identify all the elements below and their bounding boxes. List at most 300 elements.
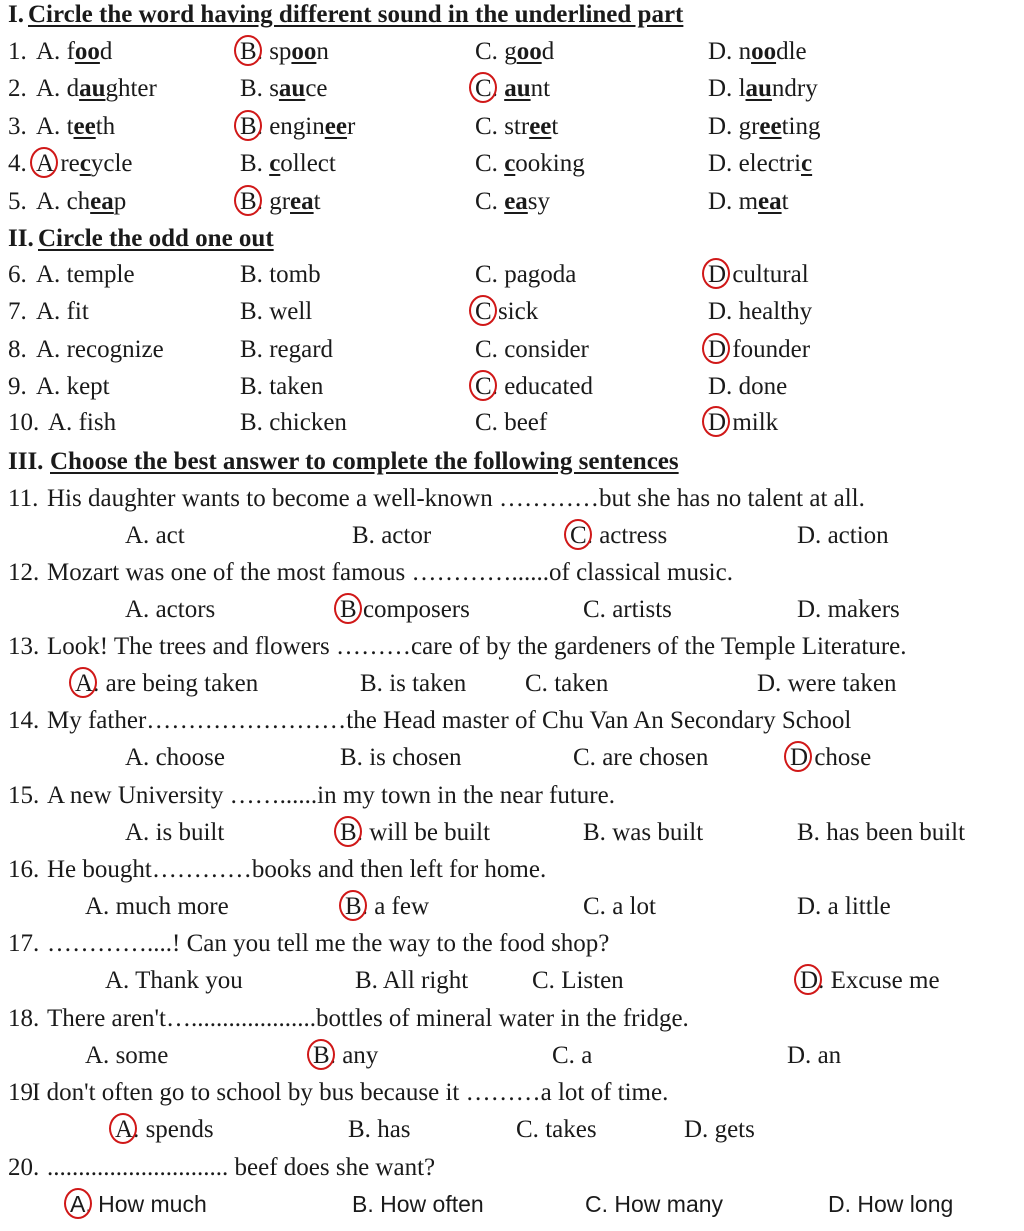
answer-option[interactable] bbox=[475, 33, 554, 70]
underlined-sound: ee bbox=[529, 113, 552, 140]
option-text: Listen bbox=[561, 967, 624, 994]
question-number: 18. bbox=[8, 1005, 40, 1032]
answer-option[interactable] bbox=[36, 108, 115, 145]
question-number: 10. bbox=[8, 409, 40, 436]
option-text: was built bbox=[612, 819, 704, 846]
answer-option[interactable] bbox=[36, 70, 157, 107]
option-text: action bbox=[827, 522, 889, 549]
answer-letter-circled: B. bbox=[240, 183, 263, 220]
answer-option[interactable] bbox=[85, 888, 229, 925]
answer-options-row bbox=[0, 1037, 1024, 1074]
option-word-part: sp bbox=[269, 38, 292, 65]
answer-option[interactable] bbox=[475, 70, 550, 107]
answer-letter: C. bbox=[475, 409, 498, 436]
question-stem: Look! The trees and flowers ………care of by the gardeners of the Temple Literature. bbox=[47, 633, 907, 660]
option-text: done bbox=[738, 373, 788, 400]
question-stem: A new University ……......in my town in the near future. bbox=[47, 782, 615, 809]
answer-option[interactable] bbox=[797, 517, 889, 554]
answer-option[interactable] bbox=[240, 256, 321, 293]
answer-option[interactable] bbox=[787, 1037, 841, 1074]
option-text: milk bbox=[732, 409, 779, 436]
question-row bbox=[0, 70, 1024, 107]
answer-letter: B. bbox=[240, 409, 263, 436]
answer-letter: C. bbox=[552, 1042, 575, 1069]
option-text: composers bbox=[362, 596, 470, 623]
option-text: temple bbox=[66, 261, 135, 288]
answer-letter-circled: D bbox=[708, 331, 726, 368]
answer-letter-circled: D. bbox=[800, 962, 824, 999]
question-stem-row bbox=[0, 480, 1024, 517]
answer-letter: D. bbox=[708, 298, 733, 325]
option-text: gets bbox=[714, 1116, 755, 1143]
answer-letter: C. bbox=[583, 893, 606, 920]
answer-letter-circled: A. bbox=[70, 1186, 92, 1223]
option-word-part: p bbox=[113, 188, 127, 215]
answer-letter-circled: D bbox=[708, 404, 726, 441]
answer-letter: A. bbox=[85, 1042, 110, 1069]
answer-letter-circled: C bbox=[475, 293, 492, 330]
answer-circle-mark bbox=[702, 258, 730, 289]
option-text: founder bbox=[732, 336, 811, 363]
answer-letter: B. bbox=[355, 967, 378, 994]
question-stem-row bbox=[0, 777, 1024, 814]
question-stem: His daughter wants to become a well-known …………but she has no talent at all. bbox=[47, 485, 865, 512]
answer-option[interactable] bbox=[475, 183, 550, 220]
answer-circle-mark bbox=[469, 370, 497, 401]
question-stem: Mozart was one of the most famous …………......of classical music. bbox=[47, 559, 733, 586]
answer-letter: A. bbox=[105, 967, 130, 994]
option-word-part: d bbox=[99, 38, 113, 65]
option-word-part: ndry bbox=[771, 75, 818, 102]
answer-letter: D. bbox=[708, 75, 733, 102]
option-word-part: str bbox=[504, 113, 530, 140]
option-text: educated bbox=[504, 373, 594, 400]
underlined-sound: c bbox=[801, 150, 813, 177]
option-text: choose bbox=[155, 744, 225, 771]
answer-letter: A. bbox=[36, 261, 61, 288]
option-word-part: m bbox=[738, 188, 759, 215]
answer-letter: D. bbox=[797, 893, 822, 920]
answer-letter: A. bbox=[36, 38, 61, 65]
answer-option[interactable] bbox=[240, 145, 336, 182]
option-text: How many bbox=[614, 1191, 724, 1217]
answer-letter-circled: B. bbox=[313, 1037, 336, 1074]
question-stem-row bbox=[0, 628, 1024, 665]
answer-options-row bbox=[0, 814, 1024, 851]
answer-option[interactable] bbox=[797, 888, 891, 925]
answer-letter: B. bbox=[352, 1191, 374, 1217]
answer-options-row bbox=[0, 517, 1024, 554]
answer-letter: A. bbox=[125, 596, 150, 623]
answer-option[interactable] bbox=[36, 183, 126, 220]
answer-letter-circled: A. bbox=[115, 1111, 139, 1148]
answer-letter: C. bbox=[475, 150, 498, 177]
question-number: 15. bbox=[8, 782, 40, 809]
question-number: 4. bbox=[8, 150, 27, 177]
section-roman: II. bbox=[8, 225, 34, 252]
answer-option[interactable] bbox=[105, 962, 243, 999]
question-stem: ............................. beef does she want? bbox=[47, 1154, 436, 1181]
answer-option[interactable] bbox=[790, 739, 871, 776]
answer-option[interactable] bbox=[36, 256, 135, 293]
option-text: makers bbox=[827, 596, 900, 623]
option-text: much more bbox=[115, 893, 229, 920]
answer-option[interactable] bbox=[75, 665, 258, 702]
answer-circle-mark bbox=[109, 1113, 137, 1144]
answer-options-row bbox=[0, 591, 1024, 628]
answer-letter: C. bbox=[475, 188, 498, 215]
underlined-sound: ee bbox=[73, 113, 96, 140]
answer-letter: B. bbox=[240, 373, 263, 400]
answer-option[interactable] bbox=[708, 145, 812, 182]
option-text: will be built bbox=[369, 819, 491, 846]
underlined-sound: ea bbox=[758, 188, 782, 215]
answer-option[interactable] bbox=[355, 962, 468, 999]
answer-option[interactable] bbox=[240, 293, 312, 330]
question-number: 20. bbox=[8, 1154, 40, 1181]
answer-option[interactable] bbox=[352, 517, 431, 554]
answer-options-row bbox=[0, 888, 1024, 925]
answer-letter: A. bbox=[125, 744, 150, 771]
answer-option[interactable] bbox=[585, 1186, 723, 1223]
answer-option[interactable] bbox=[240, 33, 329, 70]
answer-option[interactable] bbox=[475, 293, 538, 330]
question-stem: My father……………………the Head master of Chu Van An Secondary School bbox=[47, 707, 852, 734]
answer-option[interactable] bbox=[348, 1111, 411, 1148]
answer-option[interactable] bbox=[800, 962, 940, 999]
answer-letter: A. bbox=[36, 75, 61, 102]
answer-letter: B. bbox=[360, 670, 383, 697]
option-text: takes bbox=[545, 1116, 597, 1143]
answer-letter: C. bbox=[585, 1191, 608, 1217]
answer-option[interactable] bbox=[532, 962, 624, 999]
answer-option[interactable] bbox=[475, 368, 593, 405]
answer-option[interactable] bbox=[340, 814, 490, 851]
answer-letter: C. bbox=[475, 113, 498, 140]
answer-option[interactable] bbox=[708, 183, 789, 220]
option-word-part: t bbox=[66, 113, 74, 140]
question-stem-row bbox=[0, 925, 1024, 962]
answer-option[interactable] bbox=[708, 70, 818, 107]
answer-letter: C. bbox=[475, 261, 498, 288]
question-number: 19. bbox=[8, 1079, 40, 1106]
section-heading bbox=[0, 220, 1024, 257]
answer-option[interactable] bbox=[552, 1037, 592, 1074]
underlined-sound: ea bbox=[290, 188, 314, 215]
answer-letter: D. bbox=[757, 670, 782, 697]
answer-option[interactable] bbox=[708, 33, 807, 70]
underlined-sound: oo bbox=[74, 38, 100, 65]
answer-circle-mark bbox=[334, 593, 362, 624]
option-text: tomb bbox=[269, 261, 321, 288]
answer-option[interactable] bbox=[36, 33, 112, 70]
option-word-part: t bbox=[781, 188, 789, 215]
question-number: 8. bbox=[8, 336, 27, 363]
option-word-part: electri bbox=[738, 150, 802, 177]
answer-letter: A. bbox=[48, 409, 73, 436]
question-number: 17. bbox=[8, 930, 40, 957]
answer-option[interactable] bbox=[475, 108, 558, 145]
section-roman: III. bbox=[8, 448, 44, 475]
option-word-part: ch bbox=[66, 188, 91, 215]
answer-option[interactable] bbox=[475, 331, 589, 368]
answer-letter: A. bbox=[36, 336, 61, 363]
answer-option[interactable] bbox=[797, 814, 965, 851]
option-word-part: re bbox=[60, 150, 80, 177]
question-stem-row bbox=[0, 1000, 1024, 1037]
answer-option[interactable] bbox=[240, 70, 328, 107]
question-stem-row bbox=[0, 851, 1024, 888]
question-number: 13. bbox=[8, 633, 40, 660]
answer-option[interactable] bbox=[345, 888, 429, 925]
question-row bbox=[0, 293, 1024, 330]
option-text: fit bbox=[66, 298, 89, 325]
question-number: 1. bbox=[8, 38, 27, 65]
option-word-part: ooking bbox=[515, 150, 585, 177]
option-text: are being taken bbox=[105, 670, 259, 697]
answer-options-row bbox=[0, 665, 1024, 702]
section-title: Circle the word having different sound in the underlined part bbox=[28, 1, 684, 28]
option-text: taken bbox=[554, 670, 609, 697]
section-title: Circle the odd one out bbox=[38, 225, 274, 252]
option-text: are chosen bbox=[602, 744, 709, 771]
underlined-sound: ea bbox=[504, 188, 528, 215]
answer-option[interactable] bbox=[360, 665, 466, 702]
option-text: has bbox=[377, 1116, 411, 1143]
answer-option[interactable] bbox=[708, 331, 810, 368]
option-text: actor bbox=[381, 522, 432, 549]
answer-option[interactable] bbox=[85, 1037, 168, 1074]
question-stem-row bbox=[0, 1149, 1024, 1186]
underlined-sound: c bbox=[504, 150, 516, 177]
answer-options-row bbox=[0, 1111, 1024, 1148]
answer-options-row bbox=[0, 1186, 1024, 1223]
answer-letter: B. bbox=[240, 75, 263, 102]
answer-option[interactable] bbox=[475, 145, 585, 182]
section-heading bbox=[0, 0, 1024, 33]
answer-option[interactable] bbox=[573, 739, 708, 776]
answer-options-row bbox=[0, 739, 1024, 776]
answer-option[interactable] bbox=[125, 739, 225, 776]
option-text: well bbox=[269, 298, 313, 325]
answer-letter: A. bbox=[36, 113, 61, 140]
answer-option[interactable] bbox=[313, 1037, 378, 1074]
option-word-part: s bbox=[269, 75, 279, 102]
answer-letter: A. bbox=[125, 522, 150, 549]
question-row bbox=[0, 404, 1024, 441]
answer-letter: A. bbox=[36, 188, 61, 215]
answer-letter: C. bbox=[516, 1116, 539, 1143]
answer-letter: B. bbox=[797, 819, 820, 846]
answer-option[interactable] bbox=[36, 368, 110, 405]
option-text: spends bbox=[145, 1116, 214, 1143]
underlined-sound: oo bbox=[751, 38, 777, 65]
option-text: a lot bbox=[612, 893, 656, 920]
answer-option[interactable] bbox=[48, 404, 116, 441]
answer-option[interactable] bbox=[583, 591, 672, 628]
answer-letter: C. bbox=[532, 967, 555, 994]
answer-option[interactable] bbox=[708, 404, 778, 441]
option-word-part: g bbox=[504, 38, 517, 65]
option-text: pagoda bbox=[504, 261, 577, 288]
answer-option[interactable] bbox=[125, 517, 185, 554]
answer-option[interactable] bbox=[115, 1111, 214, 1148]
answer-letter: C. bbox=[573, 744, 596, 771]
answer-letter: B. bbox=[240, 298, 263, 325]
answer-letter-circled: C. bbox=[570, 517, 593, 554]
answer-letter: B. bbox=[240, 336, 263, 363]
answer-letter-circled: C. bbox=[475, 70, 498, 107]
option-word-part: d bbox=[66, 75, 80, 102]
question-stem-row bbox=[0, 702, 1024, 739]
answer-letter: B. bbox=[340, 744, 363, 771]
answer-letter: D. bbox=[708, 373, 733, 400]
answer-letter: A. bbox=[36, 298, 61, 325]
option-text: a few bbox=[374, 893, 430, 920]
answer-option[interactable] bbox=[240, 331, 333, 368]
answer-option[interactable] bbox=[583, 814, 703, 851]
option-text: a little bbox=[827, 893, 891, 920]
answer-circle-mark bbox=[469, 295, 497, 326]
answer-circle-mark bbox=[794, 964, 822, 995]
answer-option[interactable] bbox=[583, 888, 656, 925]
answer-option[interactable] bbox=[570, 517, 667, 554]
question-number: 11. bbox=[8, 485, 39, 512]
option-text: How often bbox=[380, 1191, 484, 1217]
option-text: has been built bbox=[826, 819, 966, 846]
answer-letter: D. bbox=[828, 1191, 851, 1217]
answer-option[interactable] bbox=[708, 293, 812, 330]
question-row bbox=[0, 108, 1024, 145]
answer-letter-circled: B. bbox=[345, 888, 368, 925]
answer-option[interactable] bbox=[708, 256, 809, 293]
answer-letter: D. bbox=[708, 150, 733, 177]
answer-letter: D. bbox=[708, 113, 733, 140]
option-word-part: ollect bbox=[280, 150, 336, 177]
answer-option[interactable] bbox=[240, 404, 347, 441]
option-word-part: l bbox=[738, 75, 746, 102]
option-word-part: dle bbox=[776, 38, 807, 65]
answer-option[interactable] bbox=[757, 665, 897, 702]
answer-option[interactable] bbox=[36, 145, 132, 182]
section-roman: I. bbox=[8, 1, 24, 28]
answer-circle-mark bbox=[234, 110, 262, 141]
answer-letter: C. bbox=[525, 670, 548, 697]
answer-option[interactable] bbox=[125, 814, 224, 851]
question-stem: There aren't…....................bottles of mineral water in the fridge. bbox=[47, 1005, 689, 1032]
option-text: taken bbox=[269, 373, 324, 400]
answer-letter: C. bbox=[583, 596, 606, 623]
question-row bbox=[0, 368, 1024, 405]
question-number: 14. bbox=[8, 707, 40, 734]
answer-option[interactable] bbox=[240, 108, 355, 145]
option-word-part: f bbox=[66, 38, 75, 65]
option-word-part: d bbox=[541, 38, 555, 65]
answer-letter: D. bbox=[708, 188, 733, 215]
option-word-part: gr bbox=[738, 113, 760, 140]
answer-option[interactable] bbox=[340, 591, 470, 628]
answer-option[interactable] bbox=[70, 1186, 207, 1223]
option-text: beef bbox=[504, 409, 548, 436]
option-word-part: ycle bbox=[90, 150, 133, 177]
answer-letter: A. bbox=[36, 373, 61, 400]
option-text: fish bbox=[78, 409, 117, 436]
answer-option[interactable] bbox=[708, 108, 821, 145]
answer-circle-mark bbox=[307, 1039, 335, 1070]
answer-circle-mark bbox=[702, 333, 730, 364]
underlined-sound: c bbox=[79, 150, 91, 177]
question-number: 12. bbox=[8, 559, 40, 586]
answer-option[interactable] bbox=[125, 591, 215, 628]
option-word-part: ghter bbox=[105, 75, 157, 102]
answer-option[interactable] bbox=[708, 368, 787, 405]
question-stem: I don't often go to school by bus because it ………a lot of time. bbox=[32, 1079, 669, 1106]
option-text: is taken bbox=[389, 670, 467, 697]
answer-option[interactable] bbox=[475, 256, 576, 293]
answer-option[interactable] bbox=[525, 665, 608, 702]
answer-letter: C. bbox=[475, 38, 498, 65]
answer-option[interactable] bbox=[36, 293, 89, 330]
answer-options-row bbox=[0, 962, 1024, 999]
answer-option[interactable] bbox=[828, 1186, 953, 1223]
underlined-sound: oo bbox=[516, 38, 542, 65]
option-text: a bbox=[581, 1042, 593, 1069]
answer-letter-circled: D bbox=[790, 739, 808, 776]
option-text: were taken bbox=[787, 670, 897, 697]
answer-option[interactable] bbox=[340, 739, 462, 776]
answer-letter-circled: A bbox=[36, 145, 54, 182]
underlined-sound: ee bbox=[759, 113, 782, 140]
option-text: All right bbox=[382, 967, 469, 994]
underlined-sound: oo bbox=[291, 38, 317, 65]
answer-letter: B. bbox=[240, 150, 263, 177]
option-word-part: ting bbox=[781, 113, 821, 140]
option-text: Excuse me bbox=[830, 967, 940, 994]
answer-letter: B. bbox=[348, 1116, 371, 1143]
answer-option[interactable] bbox=[36, 331, 164, 368]
underlined-sound: ea bbox=[90, 188, 114, 215]
option-word-part: n bbox=[316, 38, 329, 65]
answer-option[interactable] bbox=[352, 1186, 484, 1223]
answer-option[interactable] bbox=[475, 404, 547, 441]
option-text: artists bbox=[612, 596, 672, 623]
question-number: 2. bbox=[8, 75, 27, 102]
question-row bbox=[0, 33, 1024, 70]
option-word-part: th bbox=[95, 113, 116, 140]
option-text: How much bbox=[98, 1191, 207, 1217]
answer-option[interactable] bbox=[684, 1111, 755, 1148]
answer-letter: D. bbox=[684, 1116, 709, 1143]
option-text: actors bbox=[155, 596, 216, 623]
answer-option[interactable] bbox=[797, 591, 900, 628]
answer-option[interactable] bbox=[240, 183, 321, 220]
option-word-part: ce bbox=[305, 75, 328, 102]
underlined-sound: au bbox=[278, 75, 306, 102]
answer-letter-circled: B bbox=[340, 591, 357, 628]
option-word-part: t bbox=[313, 188, 321, 215]
answer-letter: B. bbox=[240, 261, 263, 288]
answer-letter-circled: B. bbox=[340, 814, 363, 851]
answer-letter: C. bbox=[475, 336, 498, 363]
option-text: is built bbox=[155, 819, 225, 846]
option-word-part: sy bbox=[527, 188, 551, 215]
underlined-sound: c bbox=[269, 150, 281, 177]
answer-letter-circled: C. bbox=[475, 368, 498, 405]
answer-option[interactable] bbox=[516, 1111, 597, 1148]
option-text: is chosen bbox=[369, 744, 462, 771]
option-text: kept bbox=[66, 373, 110, 400]
answer-option[interactable] bbox=[240, 368, 323, 405]
